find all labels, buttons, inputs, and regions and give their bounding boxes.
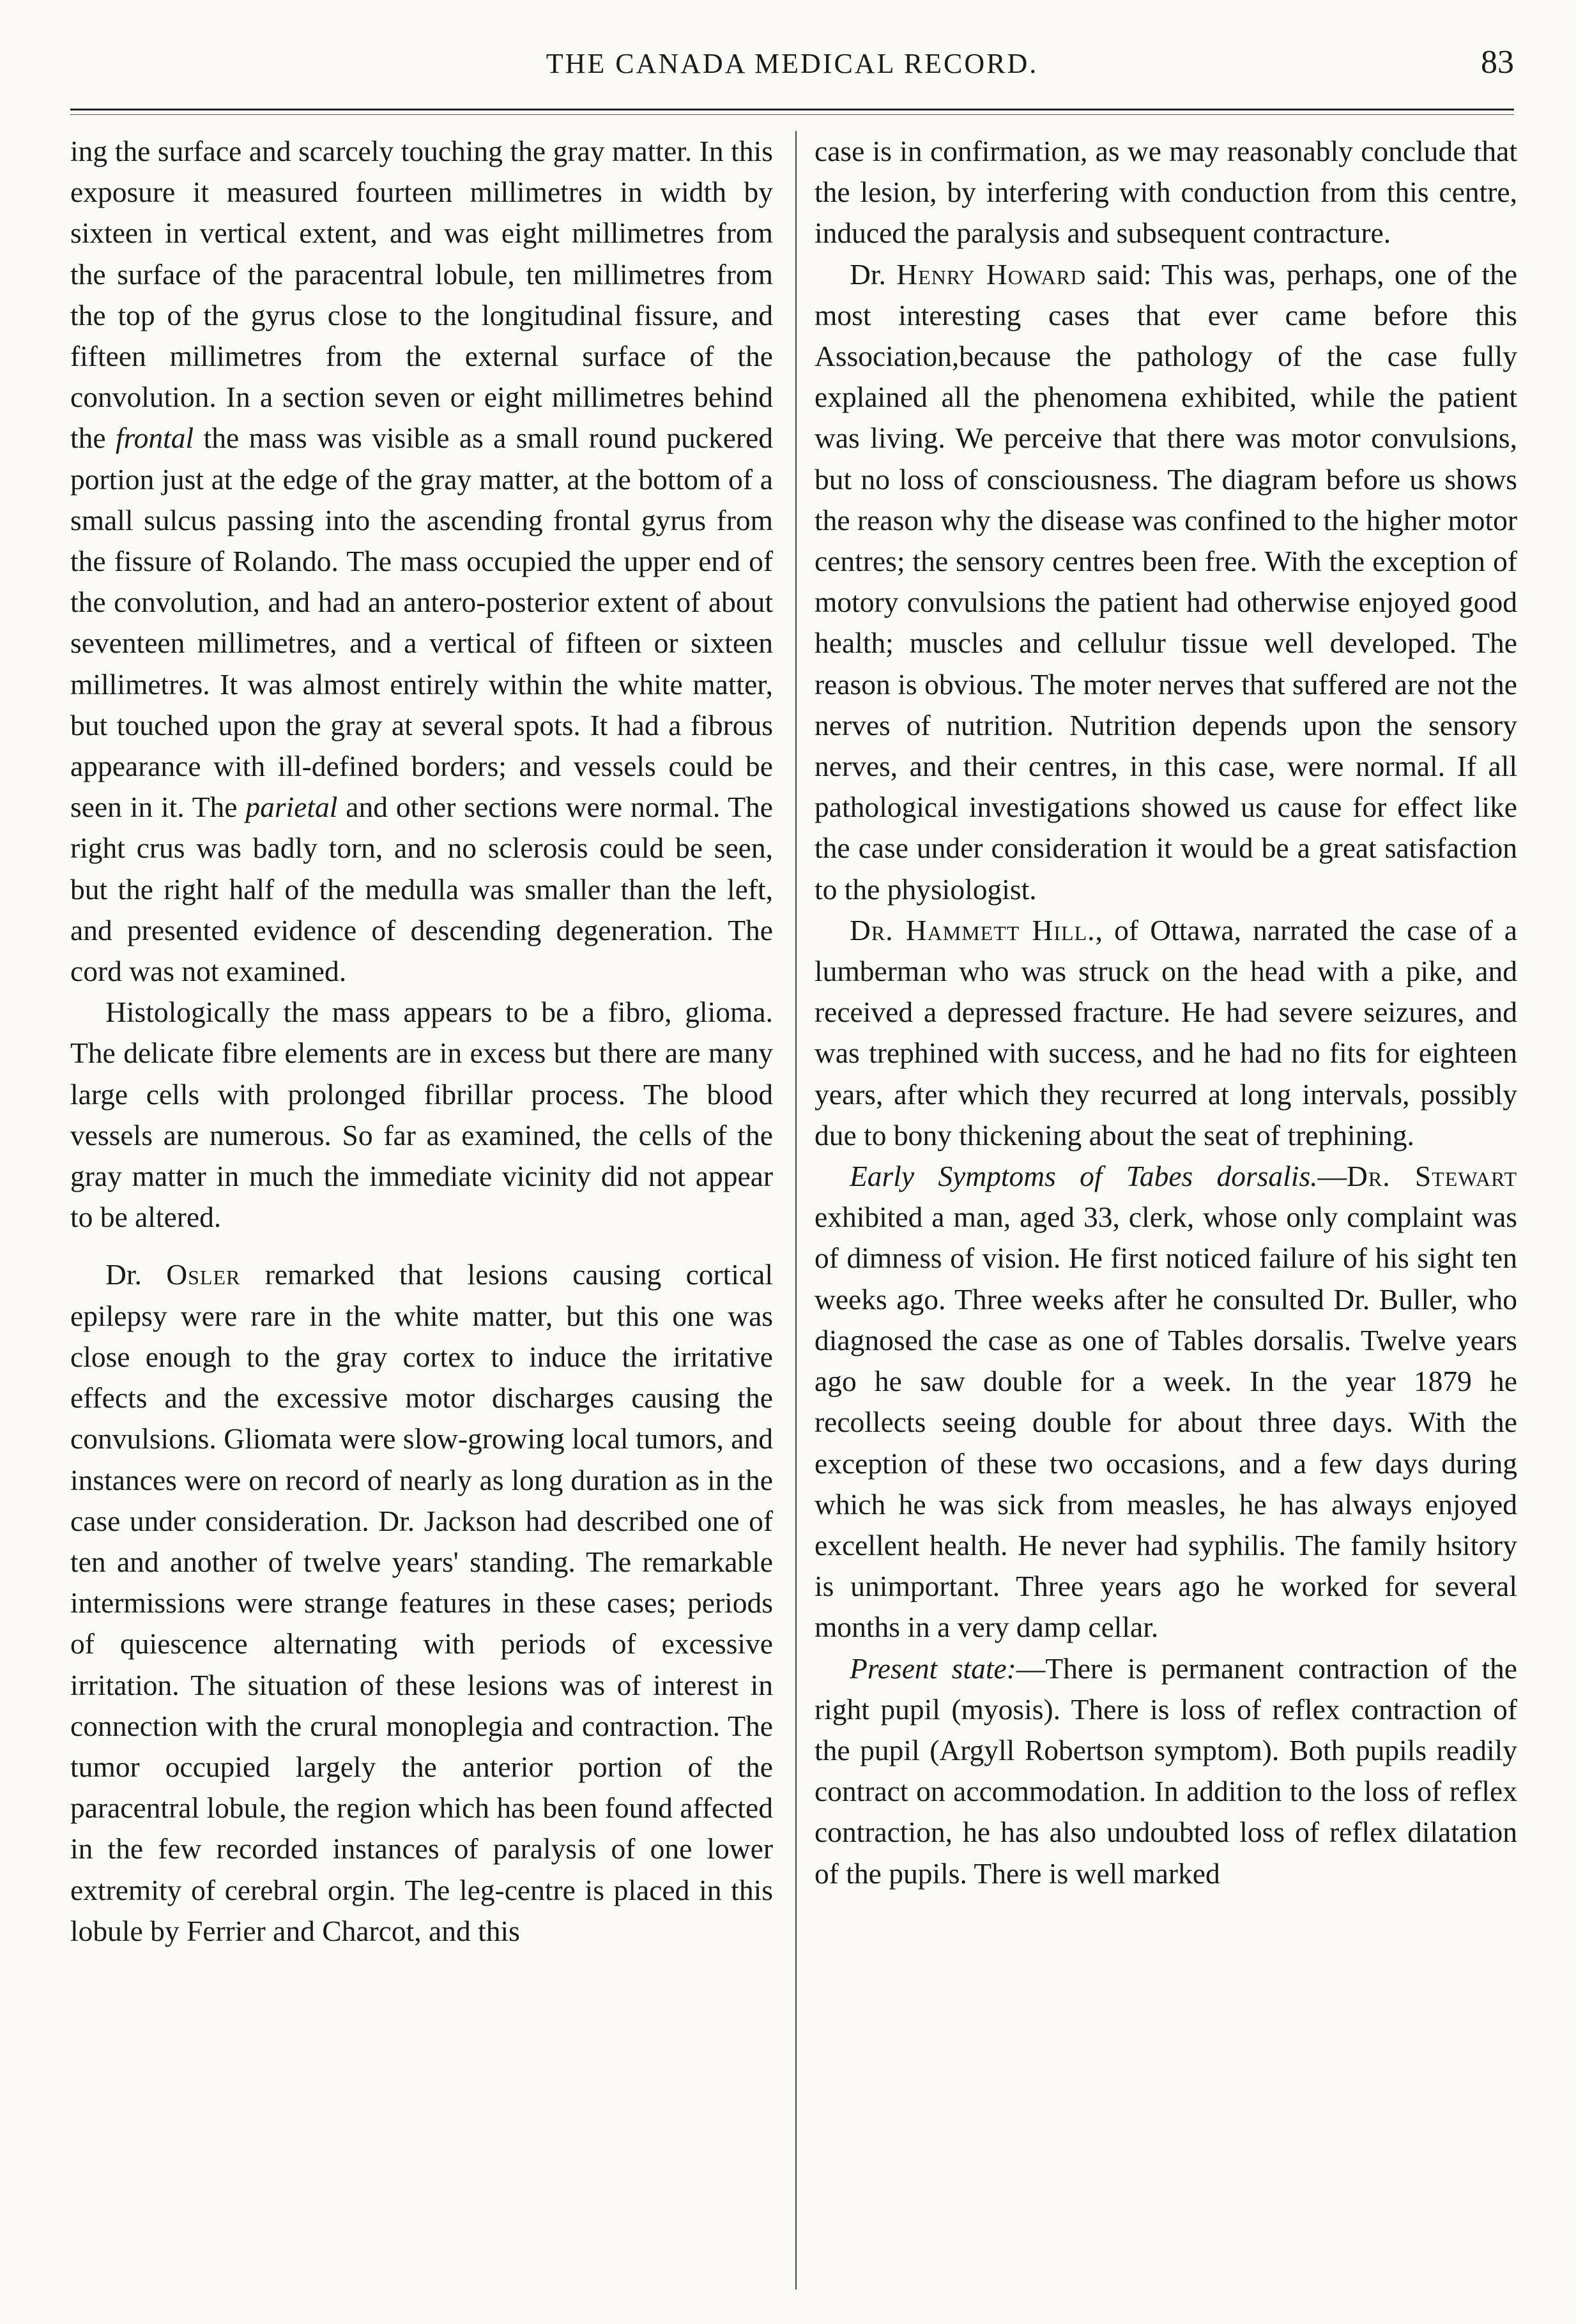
text-run: — xyxy=(1317,1160,1347,1193)
paragraph-howard-remarks xyxy=(815,254,1517,910)
text-run: the mass was visible as a small round puckered portion just at the edge of the gray matter, at the bottom of a small sulcus passing into the ascending frontal gyrus from the fissure of Rolando. The mass occupied the upper end of the convolution, and had an antero-posterior extent of about seventeen millimetres, and a vertical of fifteen or sixteen millimetres. It was almost entirely within the white matter, but touched upon the gray at several spots. It had a fibrous appearance with ill-defined borders; and vessels could be seen in it. The xyxy=(70,422,773,824)
paragraph-histology: Histologically the mass appears to be a fibro, glioma. The delicate fibre elements are in excess but there are many large cells with prolonged fibrillar process. The blood vessels are numerous. So far as examined, the cells of the gray matter in much the immediate vicinity did not appear to be altered. xyxy=(70,996,773,1234)
text-run: ing the surface and scarcely touching the gray matter. In this exposure it measured fourteen millimetres in width by sixteen in vertical extent, and was eight millimetres from the surface of the paracentral lobule, ten millimetres from the top of the gyrus close to the longitudinal fissure, and fifteen millimetres from the external surface of the convolution. In a section seven or eight millimetres behind the xyxy=(70,135,773,455)
paragraph-osler-remarks xyxy=(70,1254,773,1951)
running-title: THE CANADA MEDICAL RECORD. xyxy=(546,48,1039,79)
paragraph-pathology xyxy=(70,131,773,992)
text-run: and other sections were normal. The right crus was badly torn, and no sclerosis could be seen, but the right half of the medulla was smaller than the left, and presented evidence of descending degeneration. The cord was not examined. xyxy=(70,791,774,988)
paragraph-conclusion: case is in confirmation, as we may reasonably conclude that the lesion, by interfering with conduction from this centre, induced the paralysis and subsequent contracture. xyxy=(815,135,1517,250)
text-run: exhibited a man, aged 33, clerk, whose only complaint was of dimness of vision. He first noticed failure of his sight ten weeks ago. Three weeks after he consulted Dr. Buller, who diagnosed the case as one of Tables dorsalis. Twelve years ago he saw double for a week. In the year 1879 he recollects seeing double for about three days. With the exception of these two occasions, and a few days during which he was sick from measles, he has always enjoyed excellent health. He never had syphilis. The family hsitory is unimportant. Three years ago he worked for several months in a very damp cellar. xyxy=(815,1201,1517,1644)
column-divider xyxy=(795,131,797,2290)
speaker-name: Henry Howard xyxy=(896,257,1087,291)
speaker-name: Dr. Stewart xyxy=(1347,1160,1518,1193)
section-heading: Early Symptoms of Tabes dorsalis. xyxy=(850,1160,1318,1193)
text-run: said: This was, perhaps, one of the most interesting cases that ever came before this Association,because the pathology of the case fully explained all the phenomena exhibited, while the patient was living. We perceive that there was motor convulsions, but no loss of consciousness. The diagram before us shows the reason why the disease was confined to the higher motor centres; the sensory centres been free. With the exception of motory convulsions the patient had otherwise enjoyed good health; muscles and cellulur tissue well developed. The reason is obvious. The moter nerves that suffered are not the nerves of nutrition. Nutrition depends upon the sensory nerves, and their centres, in this case, were normal. If all pathological investigations showed us cause for effect like the case under consideration it would be a great satisfaction to the physiologist. xyxy=(815,257,1518,906)
text-run: remarked that lesions causing cortical epilepsy were rare in the white matter, but this one was close enough to the gray cortex to induce the irritative effects and the excessive motor discharges causing the convulsions. Gliomata were slow-growing local tumors, and instances were on record of nearly as long duration as in the case under consideration. Dr. Jackson had described one of ten and another of twelve years' standing. The remarkable intermissions were strange features in these cases; periods of quiescence alternating with periods of excessive irritation. The situation of these lesions was of interest in connection with the crural monoplegia and contraction. The tumor occupied largely the anterior portion of the paracentral lobule, the region which has been found affected in the few recorded instances of paralysis of one lower extremity of cerebral orgin. The leg-centre is placed in this lobule by Ferrier and Charcot, and this xyxy=(70,1258,773,1947)
page-number: 83 xyxy=(1481,44,1514,80)
italic-term: parietal xyxy=(245,791,338,824)
text-run: , of Ottawa, narrated the case of a lumberman who was struck on the head with a pike, and received a depressed fracture. He had severe seizures, and was trephined with success, and he had no fits for eighteen years, after which they recurred at long intervals, possibly due to bony thickening about the seat of trephining. xyxy=(815,913,1517,1151)
left-column xyxy=(70,131,773,1952)
text-run: —There is permanent contraction of the right pupil (myosis). There is loss of reflex contraction of the pupil (Argyll Robertson symptom). Both pupils readily contract on accommodation. In addition to the loss of reflex contraction, he has also undoubted loss of reflex dilatation of the pupils. There is well marked xyxy=(815,1652,1517,1890)
paragraph-present-state xyxy=(815,1648,1517,1894)
section-heading: Present state: xyxy=(850,1652,1016,1685)
paragraph-tabes-case xyxy=(815,1156,1517,1648)
header-rule xyxy=(70,109,1514,115)
italic-term: frontal xyxy=(115,422,194,455)
speaker-name: Dr. Hammett Hill. xyxy=(850,913,1096,946)
text-run: Dr. xyxy=(850,257,897,291)
paragraph-hill-case xyxy=(815,910,1517,1156)
page-header xyxy=(70,40,1514,97)
text-run: Dr. xyxy=(105,1258,167,1291)
speaker-name: Osler xyxy=(166,1258,241,1291)
right-column xyxy=(815,131,1517,1894)
